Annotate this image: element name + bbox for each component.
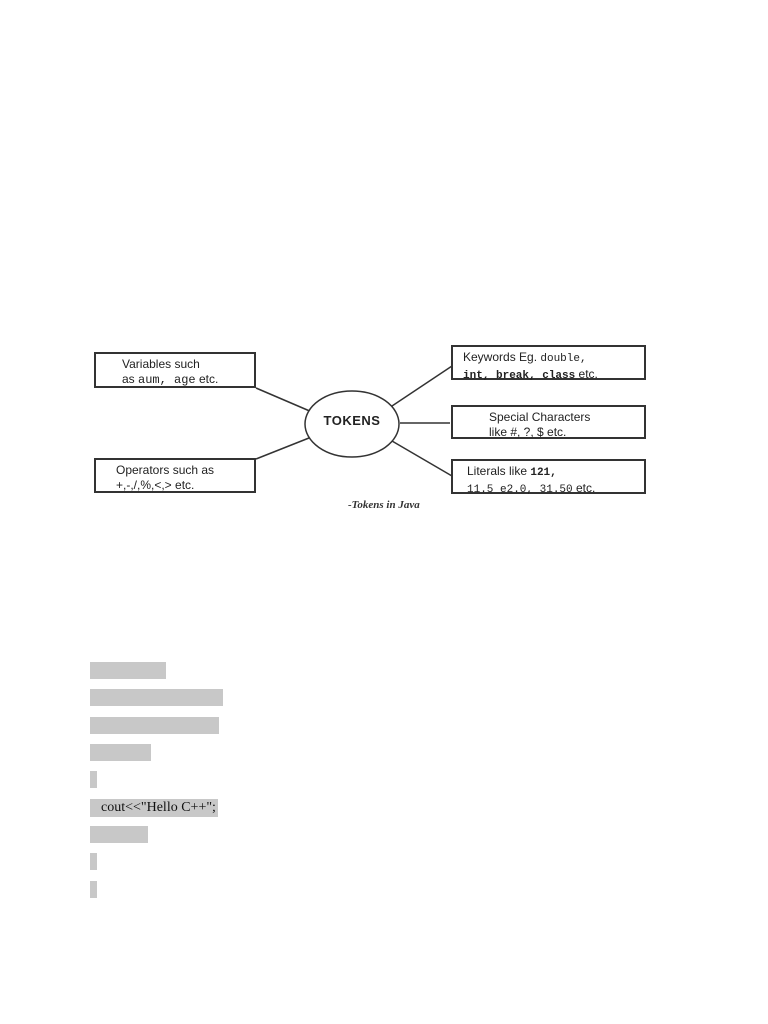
code-highlight-line-2 [90, 689, 223, 706]
code-highlight-line-7 [90, 826, 148, 843]
special-line2: like #, ?, $ etc. [489, 425, 567, 439]
tokens-center-label: TOKENS [323, 413, 381, 428]
diagram-caption: -Tokens in Java [348, 499, 420, 511]
literals-box [451, 459, 646, 494]
code-highlight-line-4 [90, 744, 151, 761]
code-highlight-line-9 [90, 881, 97, 898]
connector-literals [392, 441, 452, 476]
keywords-line1: Keywords Eg. double, [463, 350, 587, 365]
special-line1: Special Characters [489, 410, 591, 424]
variables-box [94, 352, 256, 388]
operators-line1: Operators such as [116, 463, 215, 477]
code-line-cout: cout<<"Hello C++"; [90, 799, 218, 817]
operators-box [94, 458, 256, 493]
special-characters-box [451, 405, 646, 439]
literals-line1: Literals like 121, [467, 464, 557, 479]
keywords-box [451, 345, 646, 380]
code-highlight-line-3 [90, 717, 219, 734]
code-highlight-line-8 [90, 853, 97, 870]
code-highlight-line-1 [90, 662, 166, 679]
literals-line2: 11.5 e2.0, 31.50 etc. [467, 481, 596, 496]
connector-operators [256, 436, 314, 459]
keywords-line2: int, break, class etc. [463, 367, 598, 382]
code-highlight-line-5 [90, 771, 97, 788]
connector-keywords [392, 366, 452, 406]
variables-line2: as aum, age etc. [122, 372, 219, 387]
operators-line2: +,-,/,%,<,> etc. [116, 478, 195, 492]
connector-variables [256, 388, 312, 412]
variables-line1: Variables such [122, 357, 200, 371]
